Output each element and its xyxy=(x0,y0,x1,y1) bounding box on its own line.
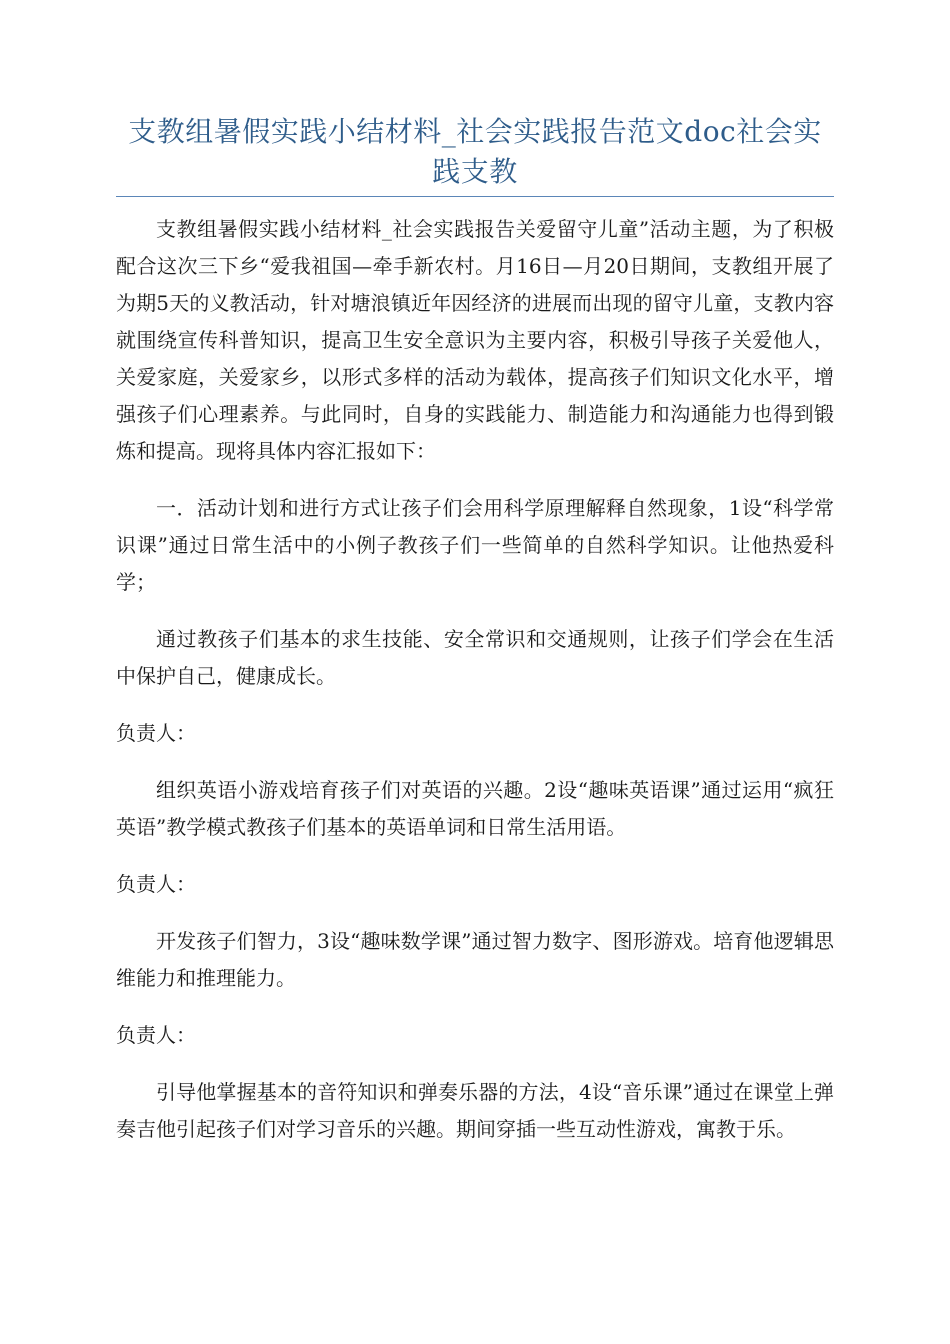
paragraph-english: 组织英语小游戏培育孩子们对英语的兴趣。2设“趣味英语课”通过运用“疯狂英语”教学模式教孩子们基本的英语单词和日常生活用语。 xyxy=(116,778,834,839)
paragraph-safety: 通过教孩子们基本的求生技能、安全常识和交通规则，让孩子们学会在生活中保护自己，健康成长。 xyxy=(116,627,834,688)
paragraph-responsible-2: 负责人： xyxy=(116,872,196,896)
paragraph-activity-plan: 一．活动计划和进行方式让孩子们会用科学原理解释自然现象，1设“科学常识课”通过日常生活中的小例子教孩子们一些简单的自然科学知识。让他热爱科学； xyxy=(116,496,834,594)
paragraph-intro: 支教组暑假实践小结材料_社会实践报告关爱留守儿童”活动主题，为了积极配合这次三下乡“爱我祖国—牵手新农村。月16日—月20日期间，支教组开展了为期5天的义教活动，针对塘浪镇近年因经济的进展而出现的留守儿童，支教内容就围绕宣传科普知识，提高卫生安全意识为主要内容，积极引导孩子关爱他人，关爱家庭，关爱家乡，以形式多样的活动为载体，提高孩子们知识文化水平，增强孩子们心理素养。与此同时，自身的实践能力、制造能力和沟通能力也得到锻炼和提高。现将具体内容汇报如下： xyxy=(116,217,834,463)
paragraph-responsible-1: 负责人： xyxy=(116,721,196,745)
paragraph-math: 开发孩子们智力，3设“趣味数学课”通过智力数字、图形游戏。培育他逻辑思维能力和推理能力。 xyxy=(116,929,834,990)
document-title: 支教组暑假实践小结材料_社会实践报告范文doc社会实践支教 xyxy=(128,115,822,188)
paragraph-responsible-3: 负责人： xyxy=(116,1023,196,1047)
paragraph-music: 引导他掌握基本的音符知识和弹奏乐器的方法，4设“音乐课”通过在课堂上弹奏吉他引起孩子们对学习音乐的兴趣。期间穿插一些互动性游戏，寓教于乐。 xyxy=(116,1080,834,1141)
document-page xyxy=(116,112,834,1168)
title-underline xyxy=(116,196,834,197)
